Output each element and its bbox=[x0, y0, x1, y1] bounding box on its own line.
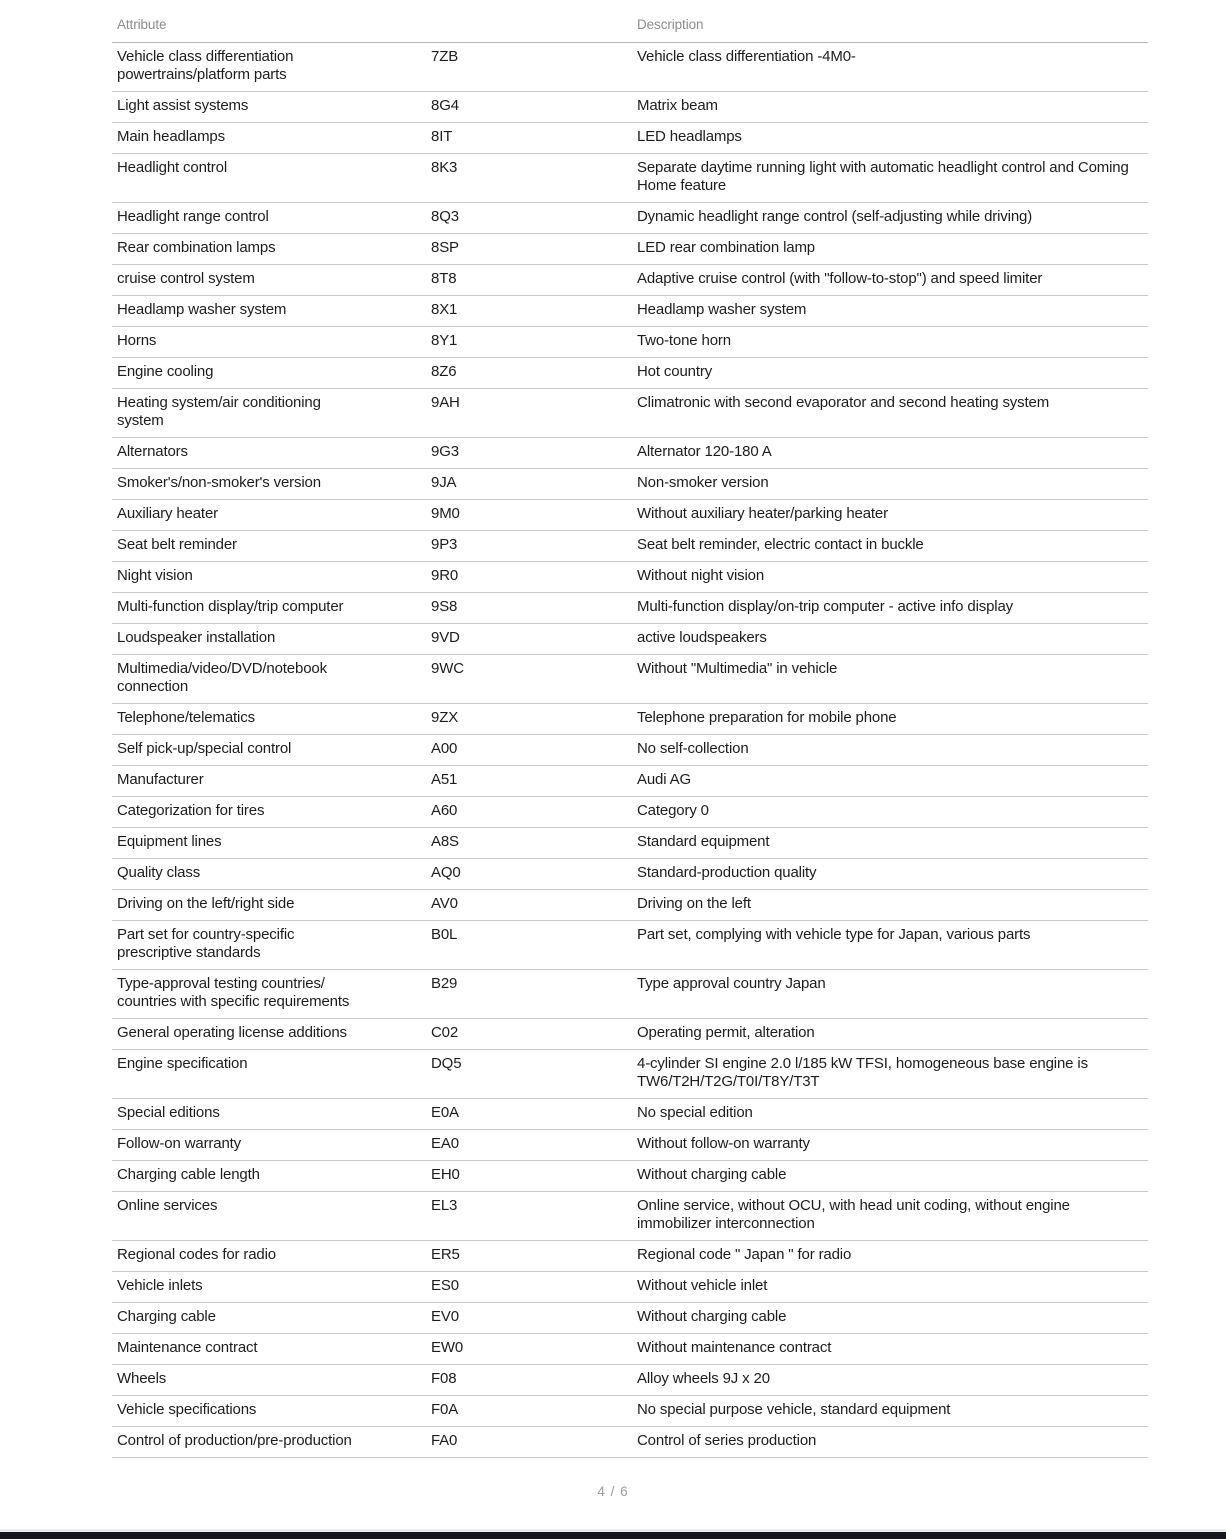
code-cell: 9G3 bbox=[426, 438, 632, 469]
code-cell: 8Z6 bbox=[426, 358, 632, 389]
attribute-cell: Seat belt reminder bbox=[112, 531, 426, 562]
attribute-cell: Loudspeaker installation bbox=[112, 624, 426, 655]
table-row bbox=[112, 1272, 1148, 1303]
attribute-cell: Online services bbox=[112, 1192, 426, 1241]
table-row bbox=[112, 1161, 1148, 1192]
attribute-cell: Categorization for tires bbox=[112, 797, 426, 828]
attribute-cell: Engine cooling bbox=[112, 358, 426, 389]
attribute-cell: Rear combination lamps bbox=[112, 234, 426, 265]
attribute-cell: Control of production/pre-production bbox=[112, 1427, 426, 1458]
description-cell: Operating permit, alteration bbox=[632, 1019, 1148, 1050]
table-row bbox=[112, 1099, 1148, 1130]
table-row bbox=[112, 203, 1148, 234]
table-row bbox=[112, 123, 1148, 154]
code-cell: 9JA bbox=[426, 469, 632, 500]
attribute-cell: Type-approval testing countries/ countries with specific requirements bbox=[112, 970, 426, 1019]
code-cell: DQ5 bbox=[426, 1050, 632, 1099]
table-row bbox=[112, 1365, 1148, 1396]
description-cell: Two-tone horn bbox=[632, 327, 1148, 358]
table-row bbox=[112, 1334, 1148, 1365]
code-cell: EW0 bbox=[426, 1334, 632, 1365]
code-cell: 9P3 bbox=[426, 531, 632, 562]
code-cell: 8T8 bbox=[426, 265, 632, 296]
code-cell: FA0 bbox=[426, 1427, 632, 1458]
table-row bbox=[112, 234, 1148, 265]
attribute-cell: Vehicle specifications bbox=[112, 1396, 426, 1427]
description-cell: Control of series production bbox=[632, 1427, 1148, 1458]
bottom-accent-bar bbox=[0, 1532, 1226, 1539]
description-cell: Driving on the left bbox=[632, 890, 1148, 921]
table-row bbox=[112, 296, 1148, 327]
description-cell: Without maintenance contract bbox=[632, 1334, 1148, 1365]
table-row bbox=[112, 92, 1148, 123]
description-cell: Hot country bbox=[632, 358, 1148, 389]
code-cell: EH0 bbox=[426, 1161, 632, 1192]
attribute-cell: Multi-function display/trip computer bbox=[112, 593, 426, 624]
attribute-table-container bbox=[112, 12, 1148, 1458]
code-cell: AQ0 bbox=[426, 859, 632, 890]
table-row bbox=[112, 438, 1148, 469]
description-cell: Telephone preparation for mobile phone bbox=[632, 704, 1148, 735]
attribute-cell: Driving on the left/right side bbox=[112, 890, 426, 921]
description-cell: LED headlamps bbox=[632, 123, 1148, 154]
table-row bbox=[112, 890, 1148, 921]
table-row bbox=[112, 1019, 1148, 1050]
attribute-cell: Wheels bbox=[112, 1365, 426, 1396]
description-cell: Regional code " Japan " for radio bbox=[632, 1241, 1148, 1272]
attribute-cell: Maintenance contract bbox=[112, 1334, 426, 1365]
description-cell: Without auxiliary heater/parking heater bbox=[632, 500, 1148, 531]
table-row bbox=[112, 1050, 1148, 1099]
table-header-row bbox=[112, 12, 1148, 43]
description-cell: No special purpose vehicle, standard equipment bbox=[632, 1396, 1148, 1427]
code-cell: ES0 bbox=[426, 1272, 632, 1303]
code-cell: EV0 bbox=[426, 1303, 632, 1334]
table-row bbox=[112, 1192, 1148, 1241]
description-cell: Adaptive cruise control (with "follow-to-stop") and speed limiter bbox=[632, 265, 1148, 296]
code-cell: F08 bbox=[426, 1365, 632, 1396]
attribute-cell: Vehicle class differentiation powertrains/platform parts bbox=[112, 43, 426, 92]
description-cell: Separate daytime running light with automatic headlight control and Coming Home feature bbox=[632, 154, 1148, 203]
table-row bbox=[112, 970, 1148, 1019]
description-cell: Without vehicle inlet bbox=[632, 1272, 1148, 1303]
attribute-cell: Special editions bbox=[112, 1099, 426, 1130]
code-cell: B29 bbox=[426, 970, 632, 1019]
code-cell: 8SP bbox=[426, 234, 632, 265]
attribute-cell: Follow-on warranty bbox=[112, 1130, 426, 1161]
code-column-header bbox=[426, 12, 632, 43]
code-cell: ER5 bbox=[426, 1241, 632, 1272]
table-row bbox=[112, 797, 1148, 828]
table-row bbox=[112, 921, 1148, 970]
table-row bbox=[112, 1427, 1148, 1458]
description-cell: Audi AG bbox=[632, 766, 1148, 797]
code-cell: EA0 bbox=[426, 1130, 632, 1161]
code-cell: 9VD bbox=[426, 624, 632, 655]
description-cell: Climatronic with second evaporator and second heating system bbox=[632, 389, 1148, 438]
table-row bbox=[112, 1130, 1148, 1161]
table-row bbox=[112, 327, 1148, 358]
description-cell: Multi-function display/on-trip computer - active info display bbox=[632, 593, 1148, 624]
description-cell: Matrix beam bbox=[632, 92, 1148, 123]
code-cell: 8Y1 bbox=[426, 327, 632, 358]
attribute-table-body bbox=[112, 43, 1148, 1458]
description-cell: No special edition bbox=[632, 1099, 1148, 1130]
code-cell: 8X1 bbox=[426, 296, 632, 327]
code-cell: 9WC bbox=[426, 655, 632, 704]
attribute-cell: Headlight range control bbox=[112, 203, 426, 234]
code-cell: 8G4 bbox=[426, 92, 632, 123]
description-cell: 4-cylinder SI engine 2.0 l/185 kW TFSI, homogeneous base engine is TW6/T2H/T2G/T0I/T8Y/T3T bbox=[632, 1050, 1148, 1099]
table-row bbox=[112, 704, 1148, 735]
description-cell: Part set, complying with vehicle type for Japan, various parts bbox=[632, 921, 1148, 970]
attribute-cell: Quality class bbox=[112, 859, 426, 890]
code-cell: B0L bbox=[426, 921, 632, 970]
code-cell: 9ZX bbox=[426, 704, 632, 735]
attribute-cell: Charging cable bbox=[112, 1303, 426, 1334]
description-cell: Standard equipment bbox=[632, 828, 1148, 859]
attribute-cell: Self pick-up/special control bbox=[112, 735, 426, 766]
code-cell: 8IT bbox=[426, 123, 632, 154]
description-cell: Online service, without OCU, with head unit coding, without engine immobilizer interconnection bbox=[632, 1192, 1148, 1241]
description-cell: Alloy wheels 9J x 20 bbox=[632, 1365, 1148, 1396]
attribute-cell: Horns bbox=[112, 327, 426, 358]
description-cell: Alternator 120-180 A bbox=[632, 438, 1148, 469]
code-cell: 9S8 bbox=[426, 593, 632, 624]
code-cell: A8S bbox=[426, 828, 632, 859]
description-cell: Without night vision bbox=[632, 562, 1148, 593]
description-cell: LED rear combination lamp bbox=[632, 234, 1148, 265]
table-row bbox=[112, 1241, 1148, 1272]
description-cell: Category 0 bbox=[632, 797, 1148, 828]
table-row bbox=[112, 562, 1148, 593]
attribute-cell: Headlight control bbox=[112, 154, 426, 203]
code-cell: AV0 bbox=[426, 890, 632, 921]
description-cell: Without charging cable bbox=[632, 1303, 1148, 1334]
description-column-header: Description bbox=[632, 12, 1148, 43]
attribute-cell: Equipment lines bbox=[112, 828, 426, 859]
code-cell: 8Q3 bbox=[426, 203, 632, 234]
table-row bbox=[112, 389, 1148, 438]
code-cell: 9M0 bbox=[426, 500, 632, 531]
table-row bbox=[112, 593, 1148, 624]
description-cell: Without charging cable bbox=[632, 1161, 1148, 1192]
attribute-cell: cruise control system bbox=[112, 265, 426, 296]
table-row bbox=[112, 766, 1148, 797]
code-cell: A60 bbox=[426, 797, 632, 828]
description-cell: Type approval country Japan bbox=[632, 970, 1148, 1019]
table-row bbox=[112, 469, 1148, 500]
code-cell: EL3 bbox=[426, 1192, 632, 1241]
code-cell: F0A bbox=[426, 1396, 632, 1427]
attribute-cell: Part set for country-specific prescriptive standards bbox=[112, 921, 426, 970]
description-cell: Dynamic headlight range control (self-adjusting while driving) bbox=[632, 203, 1148, 234]
code-cell: 9AH bbox=[426, 389, 632, 438]
code-cell: A51 bbox=[426, 766, 632, 797]
attribute-cell: Heating system/air conditioning system bbox=[112, 389, 426, 438]
attribute-cell: Manufacturer bbox=[112, 766, 426, 797]
description-cell: No self-collection bbox=[632, 735, 1148, 766]
description-cell: Without "Multimedia" in vehicle bbox=[632, 655, 1148, 704]
table-row bbox=[112, 154, 1148, 203]
table-row bbox=[112, 1303, 1148, 1334]
description-cell: Vehicle class differentiation -4M0- bbox=[632, 43, 1148, 92]
description-cell: Without follow-on warranty bbox=[632, 1130, 1148, 1161]
description-cell: Non-smoker version bbox=[632, 469, 1148, 500]
attribute-cell: Charging cable length bbox=[112, 1161, 426, 1192]
attribute-cell: Light assist systems bbox=[112, 92, 426, 123]
table-row bbox=[112, 500, 1148, 531]
code-cell: C02 bbox=[426, 1019, 632, 1050]
attribute-cell: Headlamp washer system bbox=[112, 296, 426, 327]
attribute-cell: Multimedia/video/DVD/notebook connection bbox=[112, 655, 426, 704]
description-cell: active loudspeakers bbox=[632, 624, 1148, 655]
table-row bbox=[112, 1396, 1148, 1427]
table-row bbox=[112, 735, 1148, 766]
attribute-cell: Smoker's/non-smoker's version bbox=[112, 469, 426, 500]
table-row bbox=[112, 859, 1148, 890]
code-cell: 9R0 bbox=[426, 562, 632, 593]
code-cell: A00 bbox=[426, 735, 632, 766]
table-row bbox=[112, 43, 1148, 92]
attribute-table bbox=[112, 12, 1148, 1458]
table-row bbox=[112, 531, 1148, 562]
attribute-cell: Regional codes for radio bbox=[112, 1241, 426, 1272]
attribute-cell: Engine specification bbox=[112, 1050, 426, 1099]
table-row bbox=[112, 265, 1148, 296]
attribute-cell: Alternators bbox=[112, 438, 426, 469]
attribute-cell: General operating license additions bbox=[112, 1019, 426, 1050]
attribute-cell: Night vision bbox=[112, 562, 426, 593]
description-cell: Headlamp washer system bbox=[632, 296, 1148, 327]
attribute-cell: Main headlamps bbox=[112, 123, 426, 154]
attribute-cell: Auxiliary heater bbox=[112, 500, 426, 531]
attribute-column-header: Attribute bbox=[112, 12, 426, 43]
table-row bbox=[112, 624, 1148, 655]
description-cell: Seat belt reminder, electric contact in buckle bbox=[632, 531, 1148, 562]
table-row bbox=[112, 828, 1148, 859]
code-cell: 7ZB bbox=[426, 43, 632, 92]
table-row bbox=[112, 358, 1148, 389]
code-cell: 8K3 bbox=[426, 154, 632, 203]
page-number: 4 / 6 bbox=[597, 1484, 629, 1499]
attribute-cell: Telephone/telematics bbox=[112, 704, 426, 735]
attribute-cell: Vehicle inlets bbox=[112, 1272, 426, 1303]
table-row bbox=[112, 655, 1148, 704]
code-cell: E0A bbox=[426, 1099, 632, 1130]
description-cell: Standard-production quality bbox=[632, 859, 1148, 890]
